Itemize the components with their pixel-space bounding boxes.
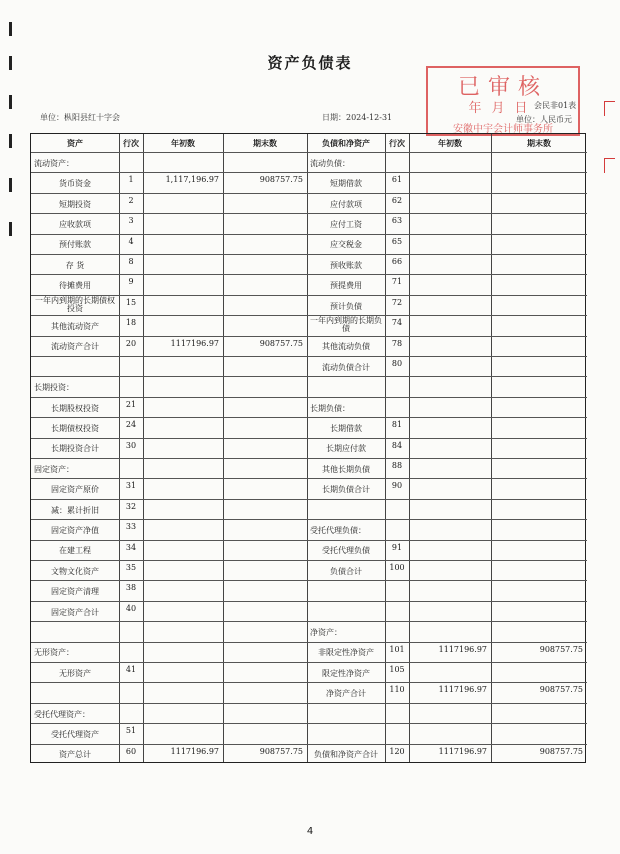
begin-value: 1117196.97 — [170, 338, 219, 348]
column-divider — [491, 134, 492, 762]
row-number: 61 — [391, 175, 403, 185]
row-number: 60 — [125, 746, 137, 756]
row-number: 8 — [128, 257, 134, 266]
binder-mark — [9, 134, 12, 148]
row-number: 63 — [391, 216, 403, 226]
row-label: 受托代理负债： — [310, 525, 366, 535]
row-label: 货币资金 — [59, 179, 91, 189]
row-divider — [31, 213, 587, 214]
row-number: 80 — [391, 359, 403, 368]
row-label: 短期借款 — [330, 179, 362, 189]
row-label: 预提费用 — [330, 281, 362, 291]
row-divider — [31, 397, 587, 398]
row-number: 35 — [125, 563, 137, 572]
red-edge-mark — [604, 158, 615, 173]
row-divider — [31, 152, 587, 153]
row-number: 9 — [128, 277, 134, 287]
row-label: 长期借款 — [330, 423, 362, 433]
begin-value: 1,117,196.97 — [165, 175, 219, 185]
row-divider — [31, 682, 587, 683]
row-divider — [31, 744, 587, 745]
row-number: 105 — [389, 665, 405, 674]
row-divider — [31, 254, 587, 255]
row-number: 33 — [125, 522, 137, 532]
row-number: 15 — [125, 297, 137, 307]
red-edge-mark — [604, 101, 615, 116]
row-label: 固定资产净值 — [51, 525, 99, 535]
row-label: 长期投资： — [34, 383, 74, 393]
page-title: 资产负债表 — [267, 54, 353, 72]
column-header: 资产 — [67, 138, 83, 148]
row-divider — [31, 438, 587, 439]
end-value: 908757.75 — [539, 644, 583, 654]
row-number: 21 — [125, 399, 137, 409]
row-label: 长期负债： — [310, 403, 350, 413]
row-number: 84 — [391, 440, 403, 450]
row-number: 81 — [391, 420, 403, 430]
row-number: 90 — [391, 481, 403, 491]
stamp-text: 年月日 — [468, 101, 538, 116]
row-number: 31 — [125, 481, 137, 491]
binder-mark — [9, 95, 12, 109]
row-number: 71 — [391, 277, 403, 287]
column-divider — [409, 134, 410, 762]
row-label: 受托代理负债 — [322, 546, 370, 556]
row-label: 负债合计 — [330, 566, 362, 576]
row-label: 流动负债合计 — [322, 362, 370, 372]
row-divider — [31, 560, 587, 561]
row-label: 受托代理资产 — [51, 729, 99, 739]
row-number: 66 — [391, 257, 403, 266]
form-number: 会民非01表 — [534, 101, 577, 110]
row-label: 短期投资 — [59, 199, 91, 209]
row-number: 18 — [125, 318, 137, 328]
begin-value: 1117196.97 — [438, 746, 487, 756]
row-divider — [31, 234, 587, 235]
row-number: 2 — [128, 195, 134, 205]
row-label: 长期负债合计 — [322, 485, 370, 495]
row-divider — [31, 621, 587, 622]
page-number: 4 — [306, 826, 314, 837]
row-label: 固定资产： — [34, 464, 74, 474]
row-divider — [31, 172, 587, 173]
row-label: 应收款项 — [59, 219, 91, 229]
row-divider — [31, 519, 587, 520]
row-label: 其他流动负债 — [322, 342, 370, 352]
row-label: 固定资产合计 — [51, 607, 99, 617]
binder-mark — [9, 22, 12, 36]
date-label: 日期：2024-12-31 — [322, 113, 393, 122]
row-divider — [31, 458, 587, 459]
column-header: 年初数 — [438, 138, 462, 148]
row-label: 待摊费用 — [59, 281, 91, 291]
row-number: 88 — [391, 461, 403, 470]
end-value: 908757.75 — [539, 685, 583, 695]
row-number: 20 — [125, 338, 137, 348]
currency-label: 单位：人民币元 — [516, 115, 572, 124]
end-value: 908757.75 — [259, 175, 303, 185]
row-number: 30 — [125, 440, 137, 450]
row-number: 1 — [128, 175, 134, 185]
row-label: 固定资产原价 — [51, 485, 99, 495]
column-header: 期末数 — [527, 138, 551, 148]
end-value: 908757.75 — [259, 338, 303, 348]
row-number: 78 — [391, 338, 403, 348]
begin-value: 1117196.97 — [170, 746, 219, 756]
row-divider — [31, 723, 587, 724]
row-number: 34 — [125, 542, 137, 552]
row-divider — [31, 499, 587, 500]
row-label: 长期股权投资 — [51, 403, 99, 413]
row-label: 非限定性净资产 — [318, 648, 374, 658]
row-label: 长期债权投资 — [51, 423, 99, 433]
row-divider — [31, 540, 587, 541]
stamp-text: 已审核 — [457, 75, 548, 100]
row-divider — [31, 417, 587, 418]
row-label: 无形资产： — [34, 648, 74, 658]
column-divider — [223, 134, 224, 762]
row-label: 长期应付款 — [326, 444, 366, 454]
row-label: 其他长期负债 — [322, 464, 370, 474]
row-number: 74 — [391, 318, 403, 328]
row-label: 净资产合计 — [326, 689, 366, 699]
row-divider — [31, 336, 587, 337]
row-label: 应付工资 — [330, 219, 362, 229]
row-divider — [31, 580, 587, 581]
row-number: 3 — [128, 216, 134, 226]
row-label: 存 货 — [65, 260, 85, 270]
stamp-text: 安徽中宇会计师事务所 — [453, 124, 553, 135]
row-label: 在建工程 — [59, 546, 91, 556]
column-header: 期末数 — [253, 138, 277, 148]
row-label: 流动负债： — [310, 158, 350, 168]
row-divider — [31, 642, 587, 643]
begin-value: 1117196.97 — [438, 685, 487, 695]
row-divider — [31, 601, 587, 602]
column-header: 行次 — [123, 138, 139, 148]
row-divider — [31, 376, 587, 377]
end-value: 908757.75 — [539, 746, 583, 756]
row-number: 101 — [389, 644, 405, 654]
column-header: 负债和净资产 — [322, 138, 370, 148]
row-number: 62 — [391, 195, 403, 205]
row-label: 受托代理资产： — [34, 709, 90, 719]
row-number: 41 — [125, 665, 137, 674]
row-label: 应交税金 — [330, 240, 362, 250]
row-label: 净资产： — [310, 627, 342, 637]
column-divider — [307, 134, 308, 762]
row-label: 预收账款 — [330, 260, 362, 270]
row-label: 减：累计折旧 — [51, 505, 99, 515]
column-header: 年初数 — [171, 138, 195, 148]
row-divider — [31, 703, 587, 704]
row-label: 其他流动资产 — [51, 321, 99, 331]
row-label: 固定资产清理 — [51, 587, 99, 597]
row-number: 110 — [389, 685, 405, 695]
row-number: 24 — [125, 420, 137, 430]
end-value: 908757.75 — [259, 746, 303, 756]
row-label: 无形资产 — [59, 668, 91, 678]
binder-mark — [9, 178, 12, 192]
row-label: 应付款项 — [330, 199, 362, 209]
row-divider — [31, 193, 587, 194]
row-number: 4 — [128, 236, 134, 246]
column-header: 行次 — [389, 138, 405, 148]
row-label: 流动资产： — [34, 158, 74, 168]
row-label: 资产总计 — [59, 750, 91, 760]
row-label: 长期投资合计 — [51, 444, 99, 454]
row-number: 72 — [391, 297, 403, 307]
row-number: 91 — [391, 542, 403, 552]
begin-value: 1117196.97 — [438, 644, 487, 654]
column-divider — [143, 134, 144, 762]
row-label: 一年内到期的长期负债 — [310, 316, 382, 334]
row-label: 限定性净资产 — [322, 668, 370, 678]
row-label: 预付账款 — [59, 240, 91, 250]
row-number: 120 — [389, 746, 405, 756]
audit-stamp — [426, 66, 580, 136]
row-divider — [31, 478, 587, 479]
row-divider — [31, 356, 587, 357]
row-divider — [31, 315, 587, 316]
row-number: 32 — [125, 501, 137, 511]
row-divider — [31, 662, 587, 663]
binder-mark — [9, 222, 12, 236]
row-number: 100 — [389, 563, 405, 572]
row-number: 40 — [125, 603, 137, 613]
row-label: 文物文化资产 — [51, 566, 99, 576]
unit-label: 单位：枞阳县红十字会 — [40, 113, 120, 122]
row-number: 51 — [125, 726, 137, 736]
balance-sheet-table — [30, 133, 586, 763]
row-label: 预计负债 — [330, 301, 362, 311]
row-label: 负债和净资产合计 — [314, 750, 378, 760]
row-divider — [31, 274, 587, 275]
row-number: 65 — [391, 236, 403, 246]
row-number: 38 — [125, 583, 137, 593]
row-label: 一年内到期的长期债权投资 — [35, 295, 115, 313]
row-label: 流动资产合计 — [51, 342, 99, 352]
